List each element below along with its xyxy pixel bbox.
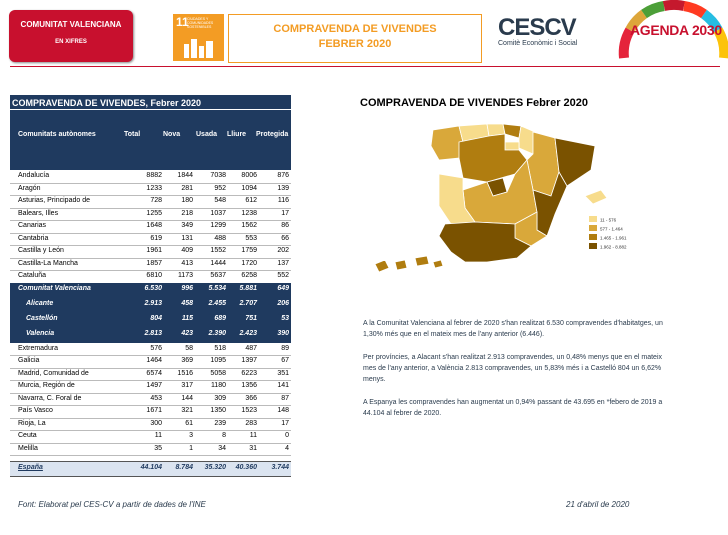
cell-usada: 8 [222,432,226,439]
cell-total: 35 [154,444,162,452]
row-region-name: Rioja, La [18,419,46,427]
cell-usada: 518 [214,344,226,352]
column-header-usada: Usada [196,131,218,138]
table-row [10,195,291,209]
cell-nova: 317 [181,382,193,389]
cell-lliure: 612 [245,197,257,204]
cell-protegida: 3.744 [271,464,289,471]
cell-protegida: 0 [285,432,289,439]
cell-nova: 218 [181,209,193,217]
row-region-name: Comunitat Valenciana [18,284,91,292]
cell-usada: 2.455 [208,299,226,307]
cell-total: 1857 [146,259,162,267]
sdg-number: 11 [176,15,189,29]
cell-nova: 321 [181,407,193,414]
legend-swatch-4 [589,243,597,249]
report-title: COMPRAVENDA DE VIVENDES [273,23,437,35]
table-row [10,443,291,457]
cell-lliure: 1094 [241,184,257,192]
cell-nova: 1516 [177,369,193,377]
region-baleares [585,190,607,204]
cell-nova: 349 [181,222,193,229]
cell-total: 1233 [146,184,162,192]
cell-total: 6574 [146,369,162,377]
spain-choropleth-map [355,112,655,282]
cell-total: 2.813 [144,329,162,337]
cell-total: 1671 [146,407,162,414]
region-canarias [375,256,443,272]
row-region-name: Melilla [18,444,38,452]
table-row [10,343,291,357]
region-galicia [431,126,463,160]
sdg-11-icon [173,14,224,61]
table-row [10,245,291,259]
row-region-name: Castilla y León [18,247,64,254]
legend-label-2: 577 - 1.464 [600,226,623,232]
cell-usada: 488 [214,234,226,242]
cell-usada: 5058 [210,369,226,377]
cell-nova: 409 [181,247,193,254]
row-region-name: España [18,464,43,471]
cell-protegida: 89 [281,344,289,352]
cell-usada: 1037 [210,209,226,217]
cell-lliure: 6258 [241,272,257,279]
cell-usada: 5.534 [208,284,226,292]
table-row [10,380,291,394]
cell-nova: 423 [181,329,193,337]
cell-lliure: 5.881 [239,284,257,292]
row-region-name: Madrid, Comunidad de [18,369,89,377]
cell-usada: 7038 [210,172,226,179]
cell-protegida: 390 [277,329,289,337]
cell-lliure: 1720 [241,259,257,267]
paragraph-provincies: Per províncies, a Alacant s'han realitzat 2.913 compravendes, un 0,48% menys que en el mateix mes de l'any anterior, a València 2.813 compravendes, un 5,83% més i a Castelló 804 un 6,62% menys. [363,354,663,383]
row-region-name: Extremadura [18,344,59,352]
table-row [10,418,291,432]
cell-nova: 1844 [177,172,193,179]
table-row [10,461,291,477]
cell-usada: 239 [214,419,226,427]
legend-label-1: 11 - 576 [600,217,617,223]
region-navarra [519,126,535,154]
cell-nova: 458 [181,299,193,307]
cell-protegida: 87 [281,394,289,402]
cell-protegida: 53 [281,314,289,322]
table-row [10,258,291,272]
cell-usada: 1350 [210,407,226,414]
cell-protegida: 137 [277,259,289,267]
cell-protegida: 116 [277,197,289,204]
cell-total: 576 [150,344,162,352]
cell-protegida: 66 [281,234,289,242]
cell-protegida: 876 [277,172,289,179]
table-row [10,298,291,313]
cescv-logo-text: CESCV [498,14,576,41]
table-row [10,208,291,222]
table-row [10,368,291,382]
table-row [10,430,291,444]
cell-lliure: 31 [249,444,257,452]
row-region-name: Balears, Illes [18,209,59,217]
cell-total: 11 [154,432,162,439]
report-date: 21 d'abril de 2020 [566,500,630,509]
cell-total: 300 [150,419,162,427]
agenda-2030-logo [612,0,728,72]
cell-lliure: 6223 [241,369,257,377]
cell-protegida: 4 [285,444,289,452]
cell-lliure: 366 [245,394,257,402]
cell-protegida: 649 [277,284,289,292]
cell-nova: 996 [181,284,193,292]
report-title-box [228,14,482,63]
city-icon [183,36,215,58]
region-pais-vasco [503,124,521,138]
cell-usada: 34 [218,444,226,452]
cell-protegida: 139 [277,184,289,192]
cell-total: 1497 [146,382,162,389]
legend-swatch-3 [589,234,597,240]
badge-subtitle: EN XIFRES [55,39,87,45]
paragraph-espanya: A Espanya les compravendes han augmentat un 0,94% passant de 43.695 en *febero de 2019 a 44.104 al febrer de 2020. [363,399,663,417]
legend-swatch-1 [589,216,597,222]
cell-lliure: 751 [245,314,257,322]
cell-lliure: 1238 [241,209,257,217]
cell-nova: 144 [181,394,193,402]
column-header-nova: Nova [163,131,181,138]
cell-usada: 35.320 [204,464,226,471]
cell-lliure: 553 [245,234,257,242]
cell-total: 804 [150,314,162,322]
cell-total: 453 [150,394,162,402]
legend-swatch-2 [589,225,597,231]
cell-nova: 1173 [177,272,193,279]
cell-lliure: 2.707 [239,299,257,307]
column-header-lliure: Lliure [227,131,247,138]
row-region-name: Cantabria [18,234,49,242]
cell-nova: 281 [181,184,193,192]
row-region-name: Navarra, C. Foral de [18,394,82,402]
cell-nova: 58 [185,344,193,352]
row-region-name: Cataluña [18,272,47,279]
cell-nova: 61 [185,419,193,427]
table-row [10,313,291,328]
legend-label-3: 1.465 - 1.961 [600,235,627,241]
cell-lliure: 283 [245,419,257,427]
report-period: FEBRER 2020 [318,38,392,50]
cell-total: 728 [150,197,162,204]
cell-usada: 2.390 [208,329,226,337]
cell-usada: 1299 [210,222,226,229]
cell-protegida: 148 [277,407,289,414]
cell-total: 6810 [146,272,162,279]
comunitat-valenciana-badge [9,10,133,62]
cell-protegida: 17 [281,209,289,217]
cell-protegida: 206 [277,299,289,307]
row-region-name: Aragón [18,184,41,192]
row-region-name: Castilla-La Mancha [18,259,78,267]
cell-total: 44.104 [140,464,162,471]
row-region-name: Ceuta [18,432,37,439]
cell-usada: 952 [214,184,226,192]
row-region-name: Galicia [18,357,40,364]
cell-protegida: 202 [277,247,289,254]
cell-nova: 3 [189,432,193,439]
row-region-name: Murcia, Región de [18,382,75,389]
table-row [10,328,291,343]
column-header-region: Comunitats autònomes [18,131,96,138]
cell-total: 1464 [146,357,162,364]
table-title-divider [10,109,291,110]
cell-lliure: 1759 [241,247,257,254]
cell-nova: 8.784 [175,464,193,471]
row-region-name: Asturias, Principado de [18,197,90,204]
cell-usada: 1444 [210,259,226,267]
table-row [10,270,291,284]
cell-nova: 115 [181,314,193,322]
column-header-total: Total [124,131,141,138]
source-note: Font: Elaborat pel CES-CV a partir de dades de l'INE [18,500,206,509]
row-region-name: Alicante [26,299,54,307]
cell-lliure: 8006 [241,172,257,179]
cell-total: 1255 [146,209,162,217]
cescv-logo [498,14,593,62]
row-region-name: Andalucía [18,172,50,179]
table-row [10,393,291,407]
column-header-protegida: Protegida [256,131,289,138]
table-row [10,283,291,298]
cell-lliure: 11 [249,432,257,439]
cell-protegida: 141 [277,382,289,389]
table-header [10,95,291,170]
row-region-name: Valencia [26,329,55,337]
cell-usada: 1095 [210,357,226,364]
table-row [10,233,291,247]
cell-nova: 1 [189,444,193,452]
table-row [10,170,291,184]
cell-usada: 5637 [210,272,226,279]
cell-protegida: 67 [281,357,289,364]
cell-protegida: 17 [281,419,289,427]
cell-total: 6.530 [144,284,162,292]
table-row [10,405,291,419]
paragraph-comunitat: A la Comunitat Valenciana al febrer de 2020 s'han realitzat 6.530 compravendes d'habitatges, un 1,30% més que en el mateix mes de l'any anterior (6.446). [363,320,663,338]
cell-total: 8882 [146,172,162,179]
cell-lliure: 2.423 [239,329,257,337]
cell-usada: 1180 [210,382,226,389]
cell-total: 2.913 [144,299,162,307]
table-row [10,355,291,369]
cell-lliure: 40.360 [235,464,257,471]
cell-usada: 689 [214,314,226,322]
cell-total: 1648 [146,222,162,229]
cell-nova: 180 [181,197,193,204]
cell-nova: 369 [181,357,193,364]
badge-title: COMUNITAT VALENCIANA [20,20,122,29]
cell-nova: 413 [181,259,193,267]
sdg-label: CIUDADES Y COMUNIDADES SOSTENIBLES [187,17,214,29]
map-title: COMPRAVENDA DE VIVENDES Febrer 2020 [360,97,589,109]
agenda-2030-text: AGENDA 2030 [630,22,722,38]
cell-lliure: 1356 [241,382,257,389]
cell-lliure: 1397 [241,357,257,364]
cell-protegida: 86 [281,222,289,229]
header-divider [10,66,720,67]
map-legend [589,216,627,250]
legend-label-4: 1.962 - 8.882 [600,244,627,250]
cell-usada: 309 [214,394,226,402]
cell-lliure: 487 [245,344,257,352]
table-title: COMPRAVENDA DE VIVENDES, Febrer 2020 [12,98,202,108]
cell-lliure: 1523 [241,407,257,414]
cell-protegida: 351 [277,369,289,377]
cell-usada: 1552 [210,247,226,254]
cell-total: 1961 [146,247,162,254]
table-row [10,183,291,197]
region-rioja [505,142,519,150]
cell-usada: 548 [214,197,226,204]
cell-total: 619 [150,234,162,242]
row-region-name: Canarias [18,222,47,229]
row-region-name: País Vasco [18,407,53,414]
cell-nova: 131 [181,234,193,242]
cell-lliure: 1562 [241,222,257,229]
row-region-name: Castellón [26,314,58,322]
cescv-subtitle: Comitè Econòmic i Social [498,40,578,47]
table-row [10,220,291,234]
cell-protegida: 552 [277,272,289,279]
